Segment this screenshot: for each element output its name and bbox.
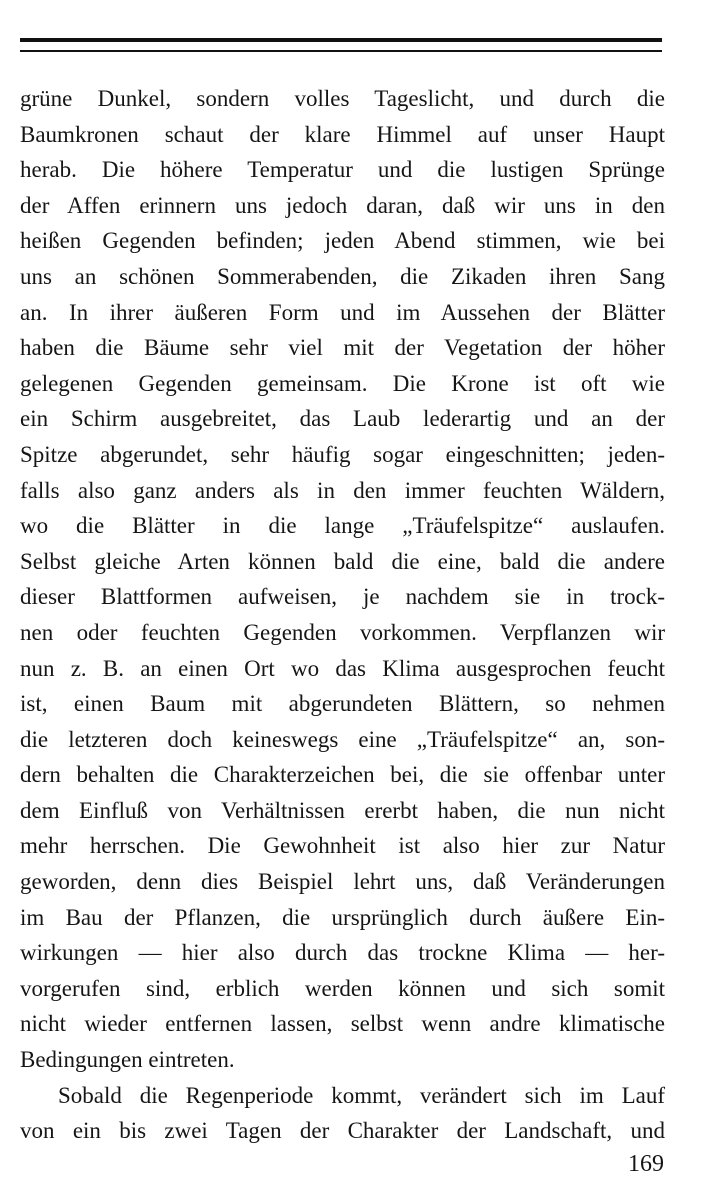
text-line: dieser Blattformen aufweisen, je nachdem sie in trock- bbox=[20, 584, 665, 610]
text-line: uns an schönen Sommerabenden, die Zikaden ihren Sang bbox=[20, 263, 665, 289]
text-line: grüne Dunkel, sondern volles Tageslicht, und durch die bbox=[20, 86, 665, 111]
body-text bbox=[20, 81, 665, 1149]
text-line: gelegenen Gegenden gemeinsam. Die Krone ist oft wie bbox=[20, 370, 665, 396]
text-line: nun z. B. an einen Ort wo das Klima ausgesprochen feucht bbox=[20, 655, 665, 681]
text-line: herab. Die höhere Temperatur und die lustigen Sprünge bbox=[20, 157, 665, 183]
text-line: von ein bis zwei Tagen der Charakter der Landschaft, und bbox=[20, 1118, 665, 1144]
text-line: nicht wieder entfernen lassen, selbst wenn andre klimatische bbox=[20, 1011, 665, 1037]
page-number: 169 bbox=[628, 1151, 664, 1177]
text-line: Baumkronen schaut der klare Himmel auf unser Haupt bbox=[20, 121, 665, 147]
header-rule-thin bbox=[20, 50, 662, 52]
text-line: die letzteren doch keineswegs eine „Träufelspitze“ an, son- bbox=[20, 726, 665, 752]
paragraph-end-line: Bedingungen eintreten. bbox=[20, 1047, 235, 1073]
text-line: der Affen erinnern uns jedoch daran, daß wir uns in den bbox=[20, 192, 665, 218]
text-line: falls also ganz anders als in den immer feuchten Wäldern, bbox=[20, 477, 665, 503]
text-line: im Bau der Pflanzen, die ursprünglich durch äußere Ein- bbox=[20, 904, 665, 930]
text-line: an. In ihrer äußeren Form und im Aussehen der Blätter bbox=[20, 299, 665, 325]
text-line: heißen Gegenden befinden; jeden Abend stimmen, wie bei bbox=[20, 228, 665, 254]
text-line: dern behalten die Charakterzeichen bei, die sie offenbar unter bbox=[20, 762, 665, 788]
text-line: geworden, denn dies Beispiel lehrt uns, daß Veränderungen bbox=[20, 869, 665, 895]
text-line: ist, einen Baum mit abgerundeten Blättern, so nehmen bbox=[20, 691, 665, 717]
text-line: nen oder feuchten Gegenden vorkommen. Verpflanzen wir bbox=[20, 619, 665, 645]
text-line: mehr herrschen. Die Gewohnheit ist also hier zur Natur bbox=[20, 833, 665, 859]
text-line: dem Einfluß von Verhältnissen ererbt haben, die nun nicht bbox=[20, 797, 665, 823]
text-line: vorgerufen sind, erblich werden können und sich somit bbox=[20, 975, 665, 1001]
header-rule-thick bbox=[20, 38, 662, 42]
paragraph-start-line: Sobald die Regenperiode kommt, verändert sich im Lauf bbox=[58, 1082, 665, 1108]
text-line: Spitze abgerundet, sehr häufig sogar eingeschnitten; jeden- bbox=[20, 441, 665, 467]
text-line: ein Schirm ausgebreitet, das Laub lederartig und an der bbox=[20, 406, 665, 432]
text-line: wirkungen — hier also durch das trockne Klima — her- bbox=[20, 940, 665, 966]
text-line: wo die Blätter in die lange „Träufelspitze“ auslaufen. bbox=[20, 513, 665, 539]
text-line: Selbst gleiche Arten können bald die eine, bald die andere bbox=[20, 548, 665, 574]
text-line: haben die Bäume sehr viel mit der Vegetation der höher bbox=[20, 335, 665, 361]
